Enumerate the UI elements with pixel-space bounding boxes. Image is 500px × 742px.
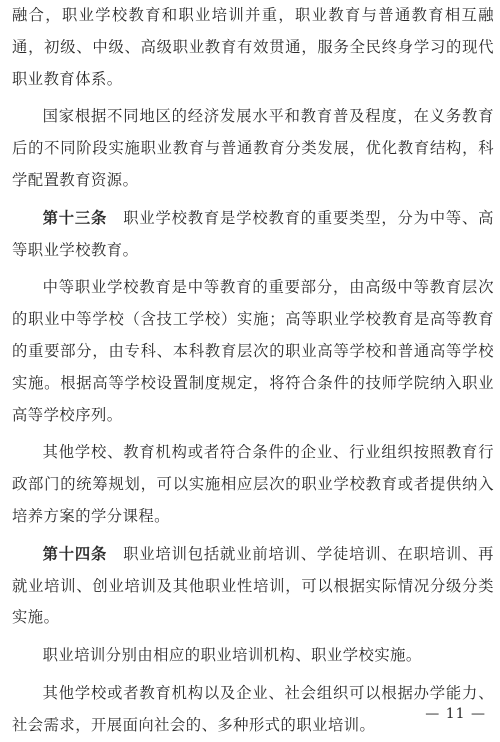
page-number: — 11 — xyxy=(425,706,486,722)
paragraph-1-text: 融合，职业学校教育和职业培训并重，职业教育与普通教育相互融通，初级、中级、高级职业教育有效贯通，服务全民终身学习的现代职业教育体系。 xyxy=(12,6,494,88)
paragraph-8-text: 其他学校或者教育机构以及企业、社会组织可以根据办学能力、社会需求，开展面向社会的、多种形式的职业培训。 xyxy=(12,683,494,734)
article-14-heading: 第十四条 xyxy=(42,544,108,563)
article-13-heading: 第十三条 xyxy=(42,208,108,227)
paragraph-4 xyxy=(12,272,494,431)
paragraph-8 xyxy=(12,678,494,742)
paragraph-2 xyxy=(12,101,494,196)
document-page xyxy=(12,0,494,740)
paragraph-2-text: 国家根据不同地区的经济发展水平和教育普及程度，在义务教育后的不同阶段实施职业教育与普通教育分类发展，优化教育结构，科学配置教育资源。 xyxy=(12,107,494,189)
article-13 xyxy=(12,203,494,267)
paragraph-7-text: 职业培训分别由相应的职业培训机构、职业学校实施。 xyxy=(42,646,422,665)
paragraph-7 xyxy=(12,640,494,672)
article-13-text: 职业学校教育是学校教育的重要类型，分为中等、高等职业学校教育。 xyxy=(12,208,494,259)
paragraph-1 xyxy=(12,0,494,95)
paragraph-5 xyxy=(12,437,494,532)
article-14 xyxy=(12,539,494,634)
article-14-text: 职业培训包括就业前培训、学徒培训、在职培训、再就业培训、创业培训及其他职业性培训，可以根据实际情况分级分类实施。 xyxy=(12,544,494,627)
paragraph-5-text: 其他学校、教育机构或者符合条件的企业、行业组织按照教育行政部门的统筹规划，可以实施相应层次的职业学校教育或者提供纳入培养方案的学分课程。 xyxy=(12,443,494,525)
paragraph-4-text: 中等职业学校教育是中等教育的重要部分，由高级中等教育层次的职业中等学校（含技工学校）实施；高等职业学校教育是高等教育的重要部分，由专科、本科教育层次的职业高等学校和普通高等学校实施。根据高等学校设置制度规定，将符合条件的技师学院纳入职业高等学校序列。 xyxy=(12,278,494,424)
